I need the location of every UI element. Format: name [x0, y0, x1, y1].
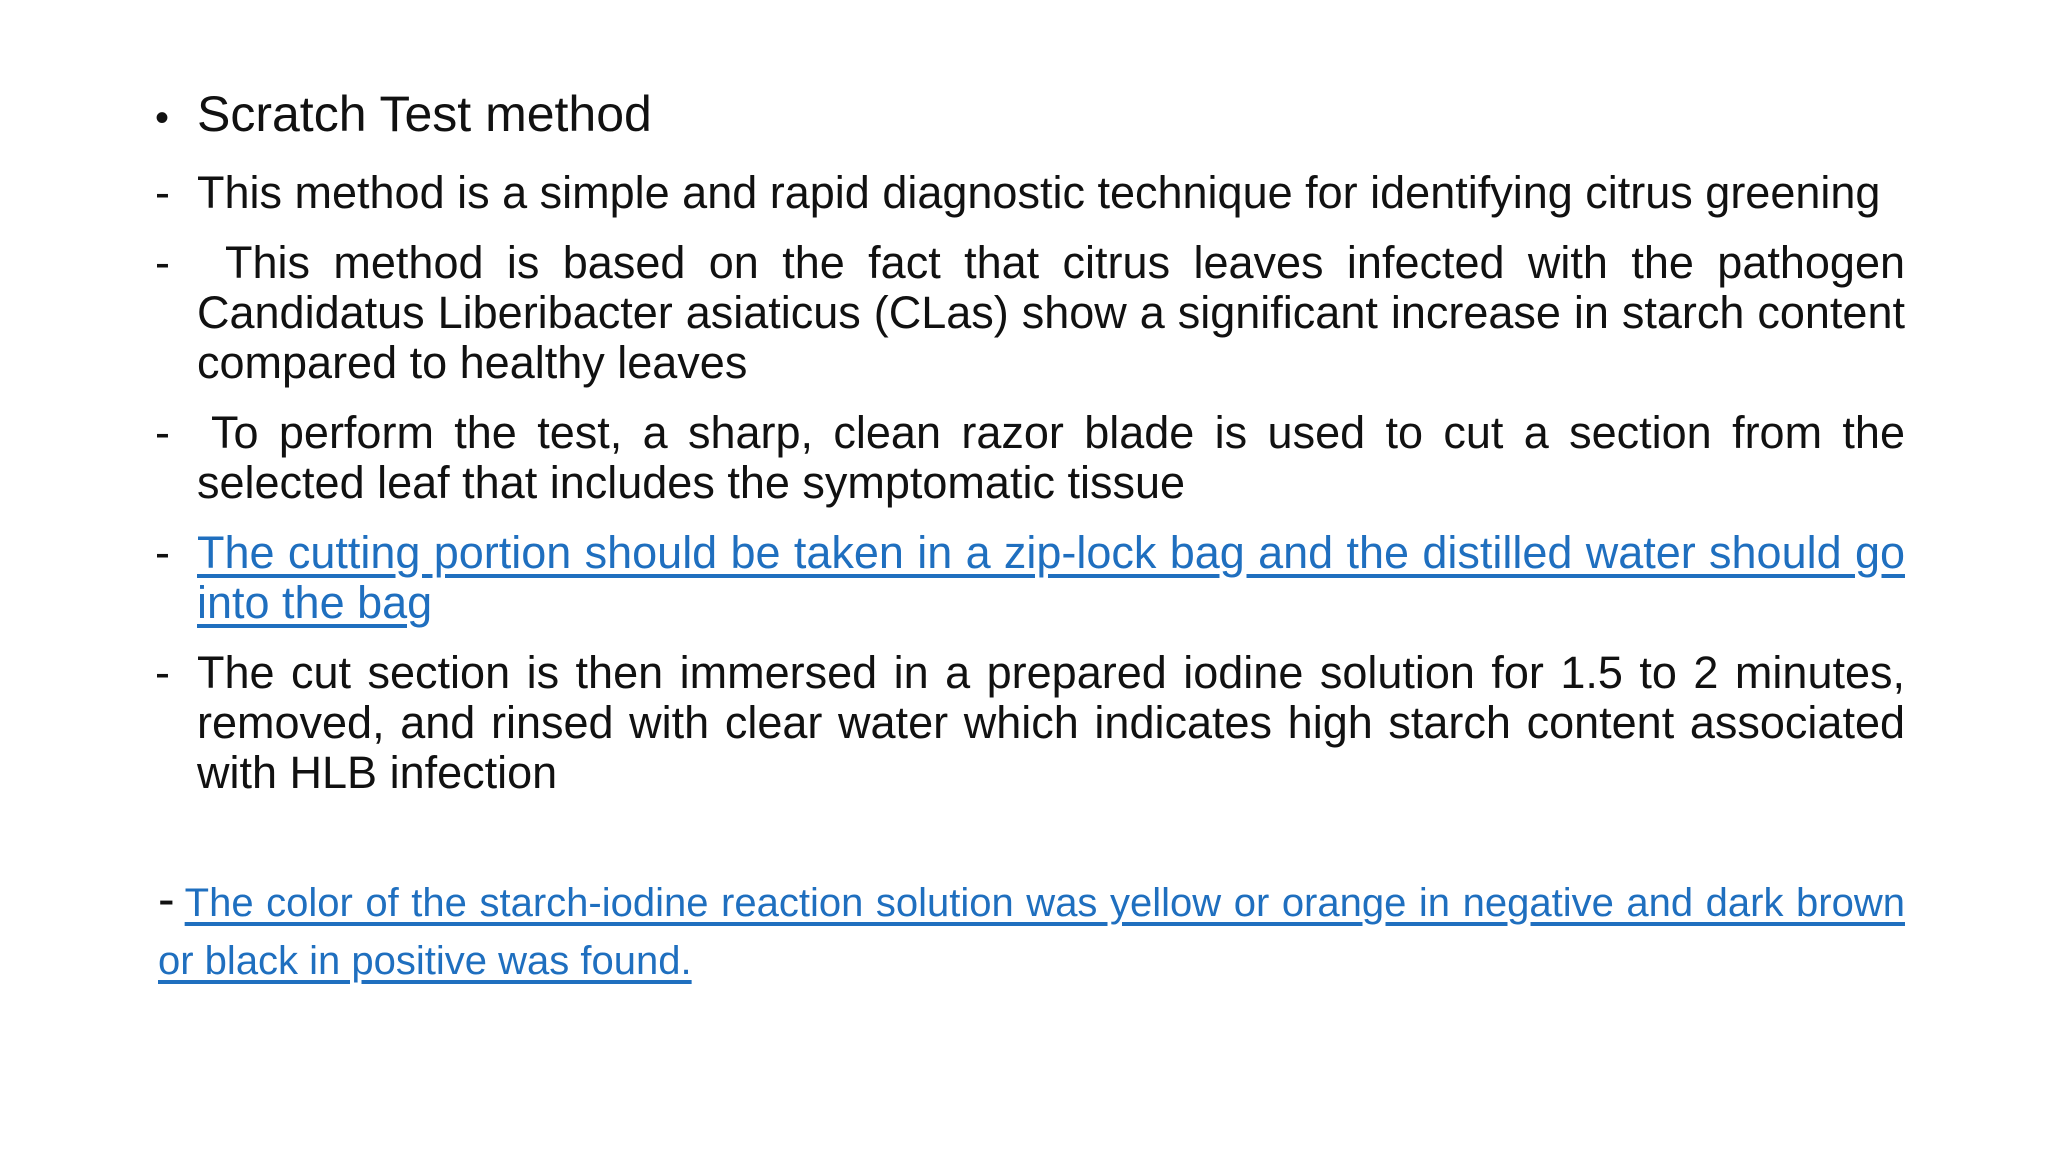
dash-marker: - [155, 647, 170, 698]
item-text: To perform the test, a sharp, clean razor blade is used to cut a section from the selected leaf that includes the symptomatic tissue [197, 407, 1905, 508]
final-note [158, 870, 1905, 990]
list-item [155, 168, 1905, 218]
hyperlink-text[interactable]: The cutting portion should be taken in a zip-lock bag and the distilled water should go into the bag [197, 527, 1905, 628]
item-text: The cut section is then immersed in a prepared iodine solution for 1.5 to 2 minutes, removed, and rinsed with clear water which indicates high starch content associated with HLB infection [197, 647, 1905, 798]
slide-content [155, 82, 1905, 818]
list-item [155, 238, 1905, 388]
dash-marker: - [155, 407, 170, 458]
section-heading [155, 82, 1905, 150]
heading-text: Scratch Test method [197, 86, 652, 142]
dash-marker: - [158, 871, 175, 927]
item-text: This method is a simple and rapid diagnostic technique for identifying citrus greening [197, 167, 1881, 218]
dash-marker: - [155, 237, 170, 288]
item-text: This method is based on the fact that citrus leaves infected with the pathogen Candidatus Liberibacter asiaticus (CLas) show a significant increase in starch content compared to healthy leaves [197, 237, 1905, 388]
bullet-marker: • [155, 96, 170, 140]
list-item [155, 408, 1905, 508]
dash-marker: - [155, 167, 170, 218]
hyperlink-text[interactable]: The color of the starch-iodine reaction solution was yellow or orange in negative and dark brown or black in positive was found. [158, 881, 1905, 983]
list-item [155, 528, 1905, 628]
dash-marker: - [155, 527, 170, 578]
list-item [155, 648, 1905, 798]
